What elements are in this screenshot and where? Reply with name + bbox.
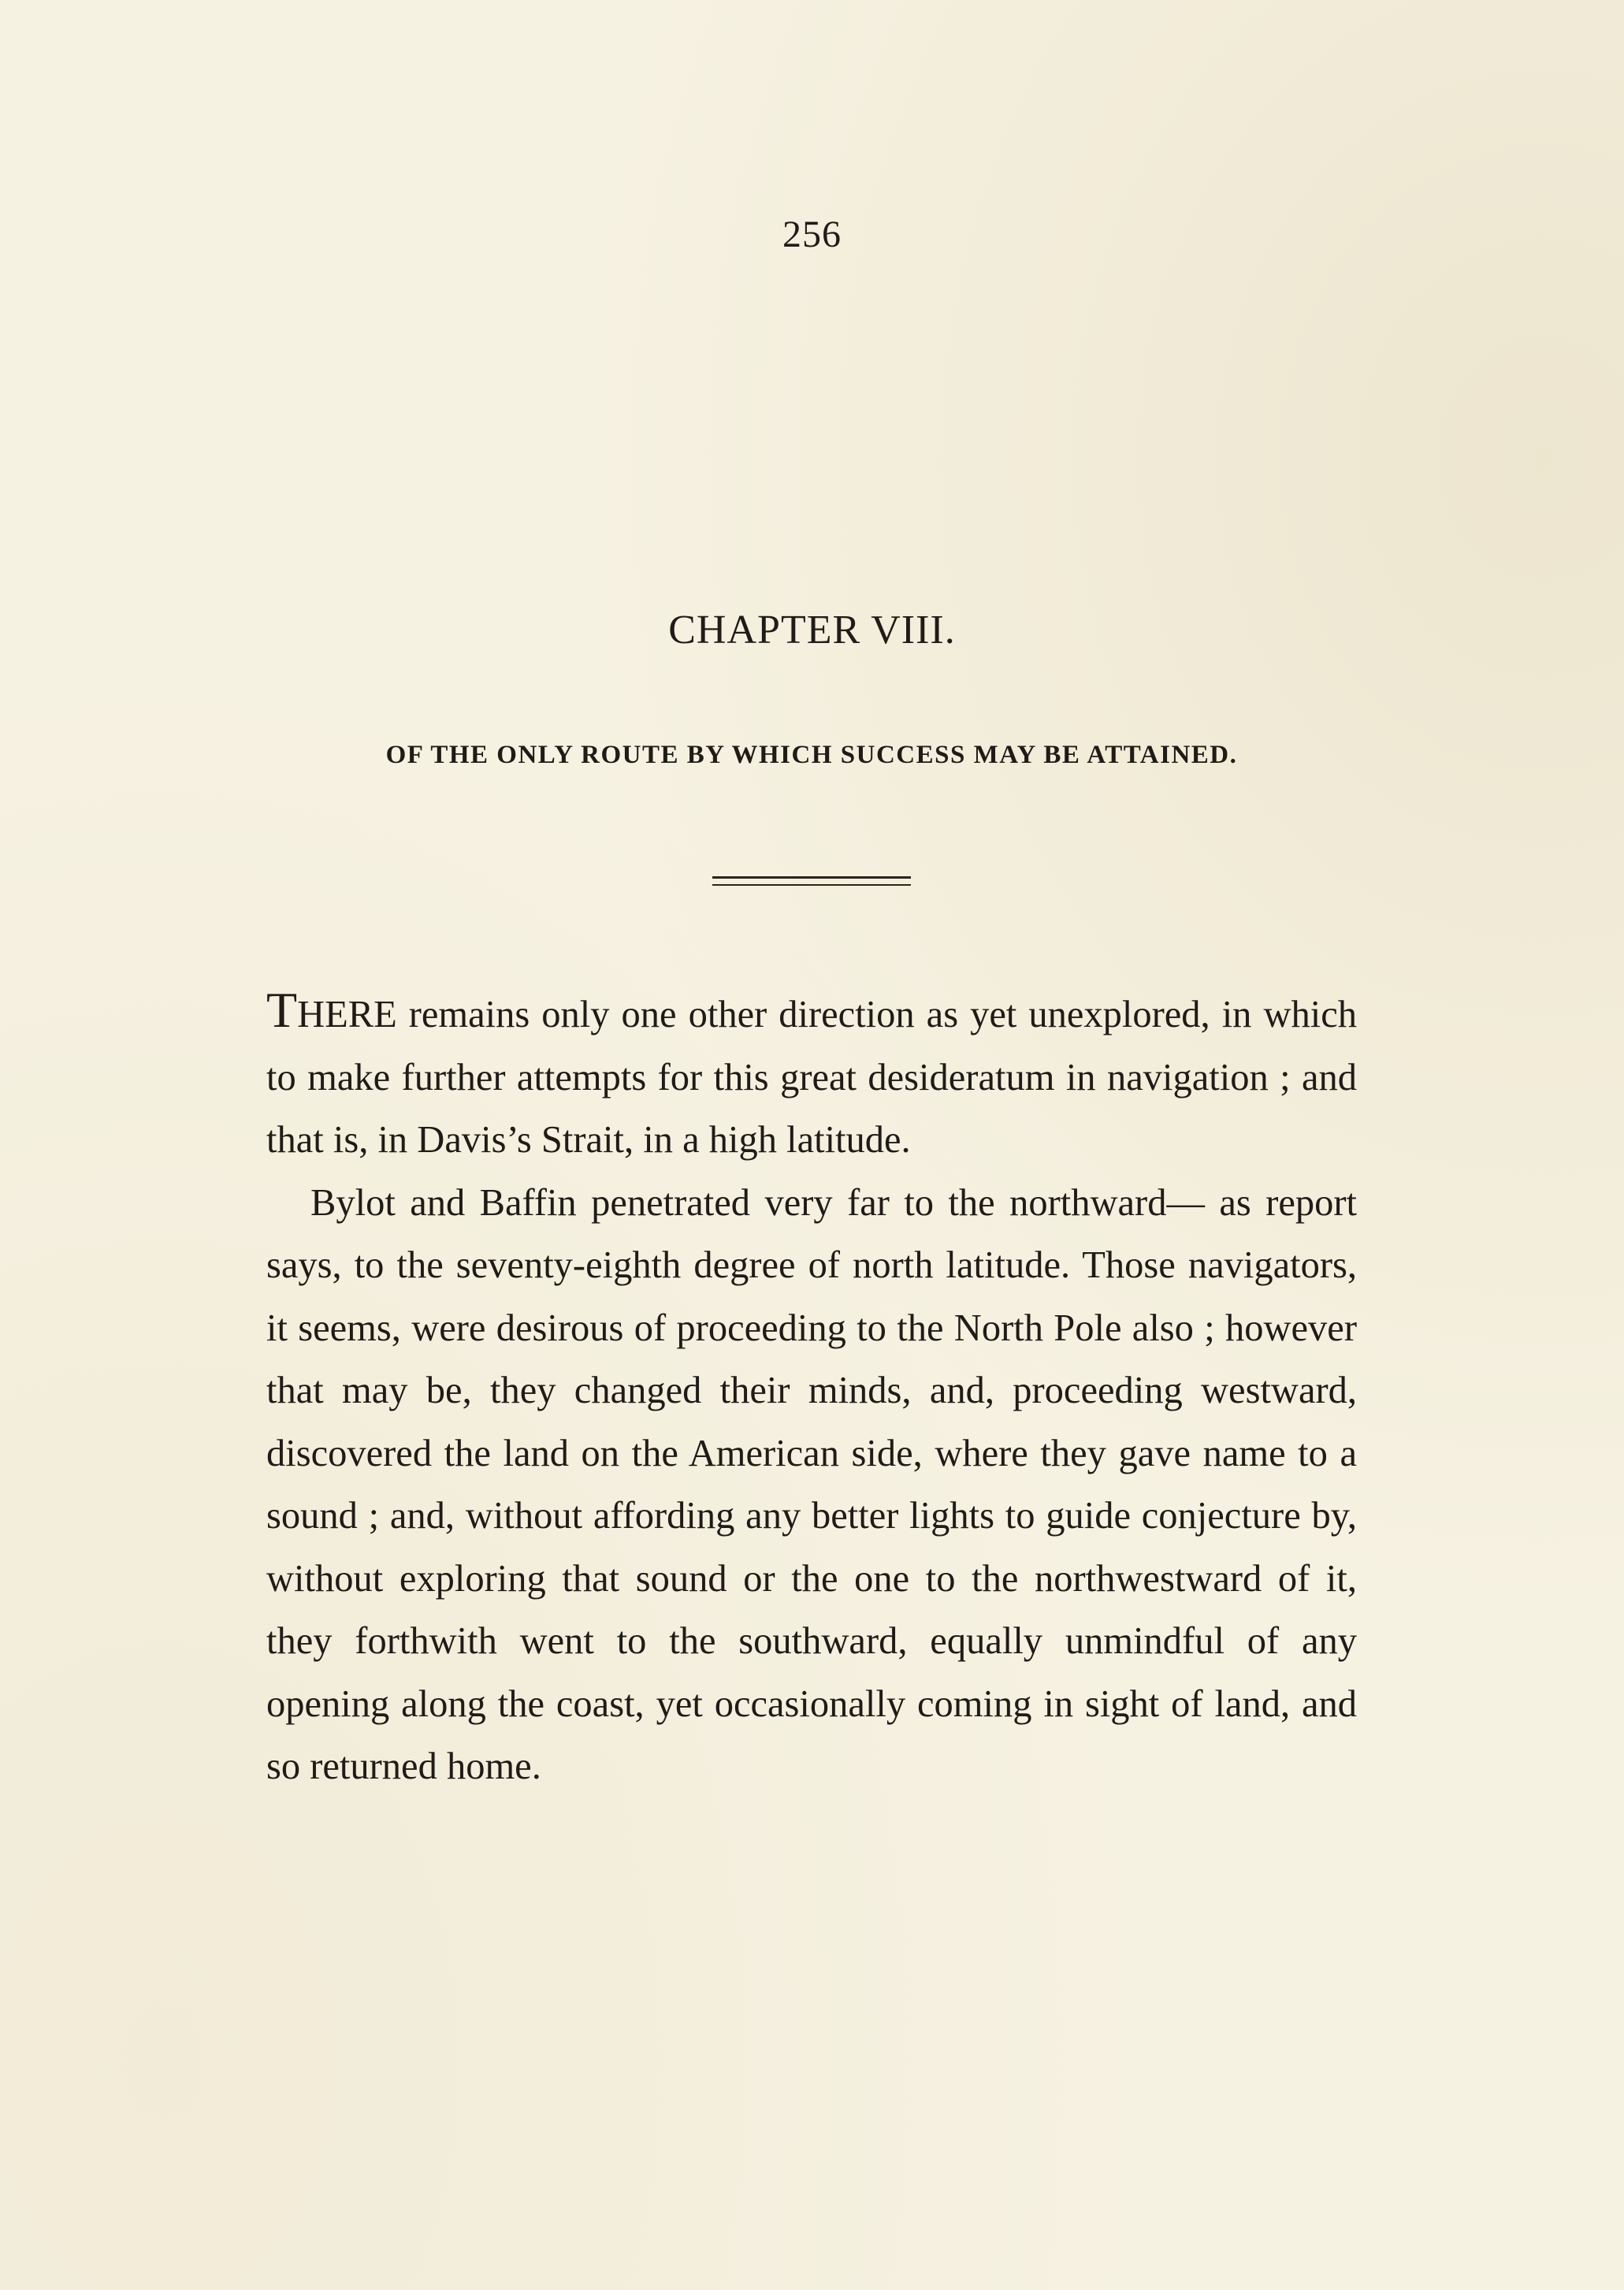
drop-cap-initial: T [266, 982, 298, 1038]
chapter-title: CHAPTER VIII. [668, 608, 956, 652]
paragraph-2: Bylot and Baffin penetrated very far to the northward— as report says, to the seventy-eighth degree of north latitude. Those navigators, it seems, were desirous of proceeding to the North Pole also ; however that may be, they changed their minds, and, proceeding westward, discovered the land on the American side, where they gave name to a sound ; and, without affording any better lights to guide conjecture by, without exploring that sound or the one to the northwestward of it, they forthwith went to the southward, equally unmindful of any opening along the coast, yet occasionally coming in sight of land, and so returned home. [266, 1181, 1357, 1787]
chapter-subtitle: OF THE ONLY ROUTE BY WHICH SUCCESS MAY BE ATTAINED. [385, 741, 1238, 769]
page-number: 256 [782, 214, 842, 255]
paragraph-1-text: HERE remains only one other direction as yet unexplored, in which to make further attempts for this great desideratum in navigation ; and that is, in Davis’s Strait, in a high latitude. [266, 994, 1357, 1161]
divider-rule-thin [712, 884, 911, 886]
paragraph-1 [266, 983, 1357, 1172]
divider-rule [712, 876, 911, 879]
chapter-body [266, 983, 1357, 1798]
